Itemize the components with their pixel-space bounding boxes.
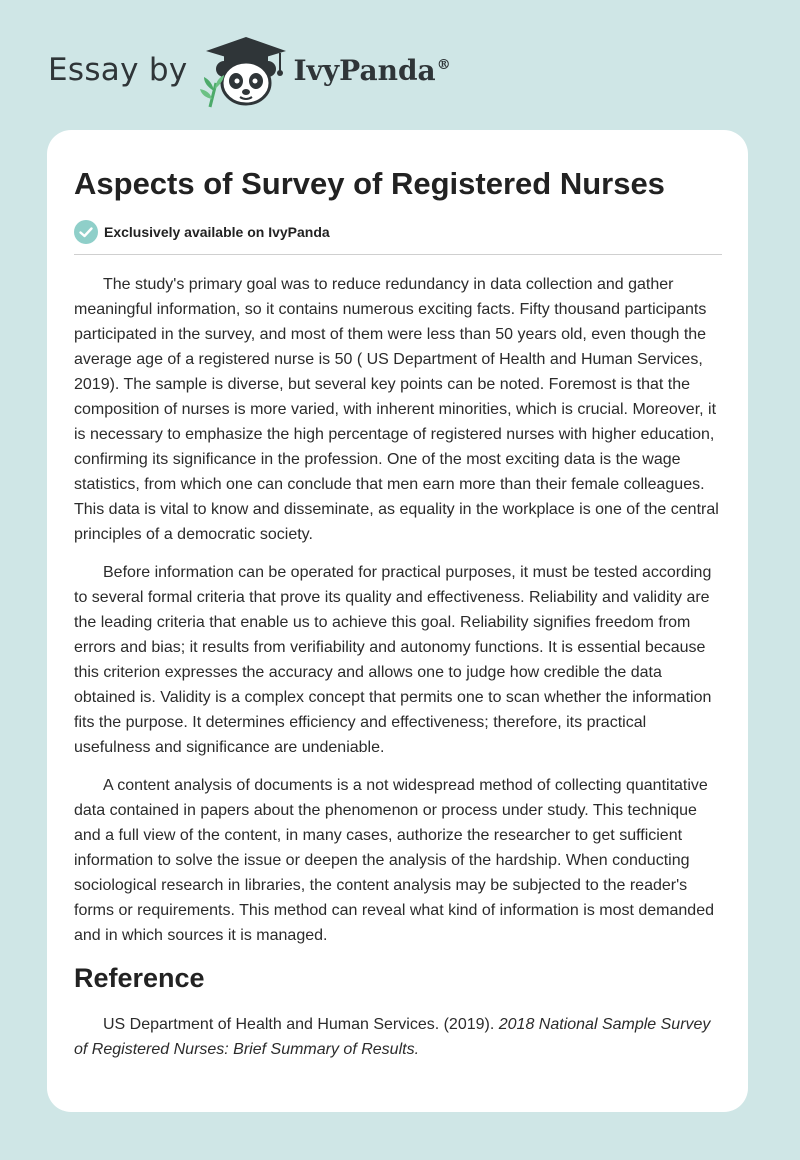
divider [74, 254, 722, 255]
reference-authors: US Department of Health and Human Services. (2019). [103, 1016, 499, 1033]
exclusive-label: Exclusively available on IvyPanda [104, 224, 330, 240]
essay-card [47, 130, 748, 1112]
exclusive-badge [74, 220, 722, 244]
essay-body [74, 272, 722, 948]
paragraph: A content analysis of documents is a not widespread method of collecting quantitative data contained in papers about the phenomenon or process under study. This technique and a full view of the content, in many cases, authorize the researcher to get sufficient information to solve the issue or deepen the analysis of the hardship. When conducting sociological research in libraries, the content analysis may be subjected to the reader's forms or requirements. This method can reveal what kind of information is most demanded and in which sources it is managed. [74, 777, 714, 944]
check-circle-icon [74, 220, 98, 244]
paragraph: The study's primary goal was to reduce redundancy in data collection and gather meaningful information, so it contains numerous exciting facts. Fifty thousand participants participated in the survey, and most of them were less than 50 years old, even though the average age of a registered nurse is 50 ( US Department of Health and Human Services, 2019). The sample is diverse, but several key points can be noted. Foremost is that the composition of nurses is more varied, with inherent minorities, which is crucial. Moreover, it is necessary to emphasize the high percentage of registered nurses with higher education, confirming its significance in the profession. One of the most exciting data is the wage statistics, from which one can conclude that men earn more than their female colleagues. This data is vital to know and disseminate, as equality in the workplace is one of the central principles of a democratic society. [74, 276, 719, 543]
paragraph: Before information can be operated for practical purposes, it must be tested according to several formal criteria that prove its quality and effectiveness. Reliability and validity are the leading criteria that enable us to achieve this goal. Reliability signifies freedom from errors and bias; it results from verifiability and autonomy functions. It is essential because this criterion expresses the accuracy and allows one to judge how credible the data obtained is. Validity is a complex concept that permits one to scan whether the information fits the purpose. It determines efficiency and effectiveness; therefore, its practical usefulness and significance are undeniable. [74, 564, 712, 756]
reference-title: 2018 National Sample Survey of Registered Nurses: Brief Summary of Results. [74, 1016, 711, 1058]
reference-heading: Reference [74, 963, 205, 993]
brand-header [48, 30, 451, 110]
reference-list [74, 1012, 722, 1062]
panda-logo-icon[interactable] [200, 31, 292, 109]
brand-name[interactable]: IvyPanda® [293, 53, 451, 87]
essay-title: Aspects of Survey of Registered Nurses [74, 166, 665, 201]
reference-item [74, 1012, 722, 1062]
brand-prefix: Essay by [48, 52, 188, 88]
